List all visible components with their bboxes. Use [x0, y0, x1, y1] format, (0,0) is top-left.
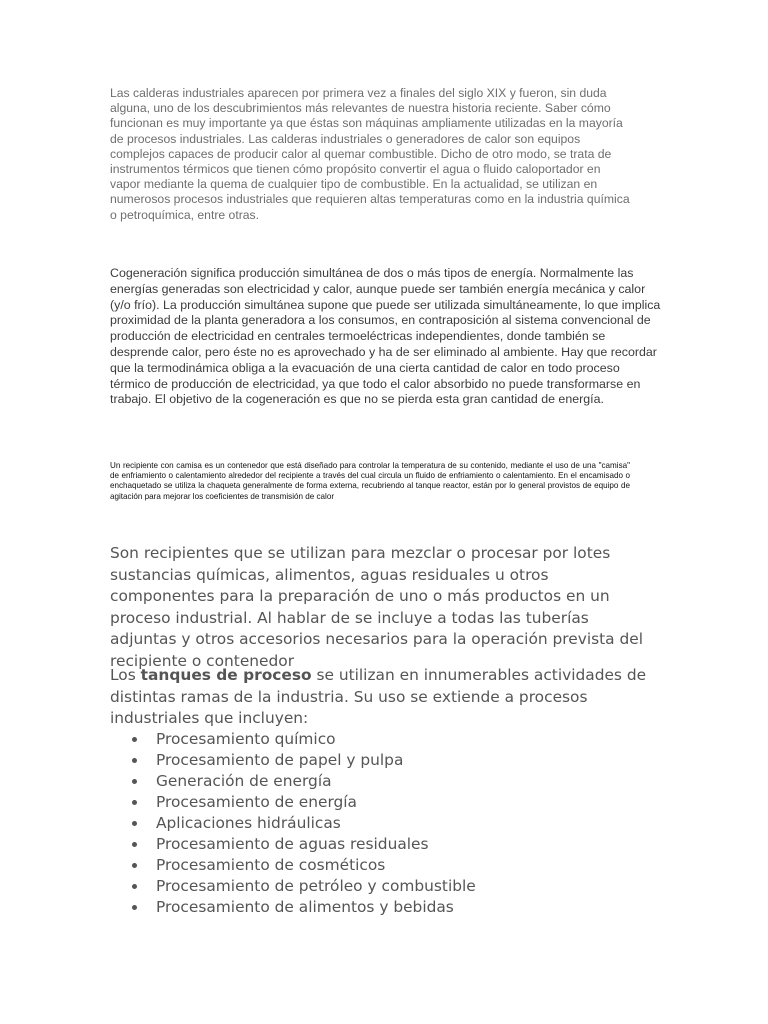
list-item	[132, 876, 476, 897]
list-item	[132, 729, 476, 750]
list-item-label: Procesamiento de petróleo y combustible	[156, 877, 476, 895]
list-item	[132, 792, 476, 813]
paragraph-cogeneracion: Cogeneración significa producción simultánea de dos o más tipos de energía. Normalmente las energías generadas son electricidad y calor, aunque puede ser también energía mecánica y calor (y/o frío). La producción simultánea supone que puede ser utilizada simultáneamente, lo que implica proximidad de la planta generadora a los consumos, en contraposición al sistema convencional de producción de electricidad en centrales termoeléctricas independientes, donde también se desprende calor, pero éste no es aprovechado y ha de ser eliminado al ambiente. Hay que recordar que la termodinámica obliga a la evacuación de una cierta cantidad de calor en todo proceso térmico de producción de electricidad, ya que todo el calor absorbido no puede transformarse en trabajo. El objetivo de la cogeneración es que no se pierda esta gran cantidad de energía.	[110, 266, 661, 407]
list-item	[132, 834, 476, 855]
paragraph-tanques-prefix: Los	[110, 666, 141, 684]
list-item-label: Aplicaciones hidráulicas	[156, 814, 341, 832]
list-item-label: Procesamiento químico	[156, 730, 336, 748]
list-item-label: Procesamiento de aguas residuales	[156, 835, 429, 853]
process-list	[132, 729, 476, 918]
paragraph-tanques-proceso	[110, 665, 650, 730]
list-item	[132, 813, 476, 834]
paragraph-tanques-bold-term: tanques de proceso	[140, 666, 312, 684]
list-item-label: Procesamiento de cosméticos	[156, 856, 386, 874]
paragraph-calderas: Las calderas industriales aparecen por primera vez a finales del siglo XIX y fueron, sin duda alguna, uno de los descubrimientos más relevantes de nuestra historia reciente. Saber cómo funcionan es muy importante ya que éstas son máquinas ampliamente utilizadas en la mayoría de procesos industriales. Las calderas industriales o generadores de calor son equipos complejos capaces de producir calor al quemar combustible. Dicho de otro modo, se trata de instrumentos térmicos que tienen cómo propósito convertir el agua o fluido caloportador en vapor mediante la quema de cualquier tipo de combustible. En la actualidad, se utilizan en numerosos procesos industriales que requieren altas temperaturas como en la industria química o petroquímica, entre otras.	[110, 86, 630, 222]
paragraph-recipiente-camisa: Un recipiente con camisa es un contenedor que está diseñado para controlar la temperatura de su contenido, mediante el uso de una "camisa" de enfriamiento o calentamiento alrededor del recipiente a través del cual circula un fluido de enfriamiento o calentamiento. En el encamisado o enchaquetado se utiliza la chaqueta generalmente de forma externa, recubriendo al tanque reactor, están por lo general provistos de equipo de agitación para mejorar los coeficientes de transmisión de calor	[110, 461, 630, 501]
bullet-icon	[132, 884, 137, 889]
bullet-icon	[132, 842, 137, 847]
list-item	[132, 771, 476, 792]
bullet-icon	[132, 863, 137, 868]
list-item-label: Generación de energía	[156, 772, 332, 790]
bullet-icon	[132, 737, 137, 742]
list-item-label: Procesamiento de alimentos y bebidas	[156, 898, 454, 916]
bullet-icon	[132, 821, 137, 826]
bullet-icon	[132, 779, 137, 784]
bullet-icon	[132, 905, 137, 910]
list-item-label: Procesamiento de papel y pulpa	[156, 751, 404, 769]
list-item-label: Procesamiento de energía	[156, 793, 357, 811]
bullet-icon	[132, 800, 137, 805]
list-item	[132, 855, 476, 876]
paragraph-tanques-suffix: se utilizan en innumerables actividades de distintas ramas de la industria. Su uso se extiende a procesos industriales que incluyen:	[110, 666, 647, 728]
list-item	[132, 897, 476, 918]
bullet-icon	[132, 758, 137, 763]
list-item	[132, 750, 476, 771]
paragraph-recipientes: Son recipientes que se utilizan para mezclar o procesar por lotes sustancias químicas, alimentos, aguas residuales u otros componentes para la preparación de uno o más productos en un proceso industrial. Al hablar de se incluye a todas las tuberías adjuntas y otros accesorios necesarios para la operación prevista del recipiente o contenedor	[110, 544, 644, 670]
